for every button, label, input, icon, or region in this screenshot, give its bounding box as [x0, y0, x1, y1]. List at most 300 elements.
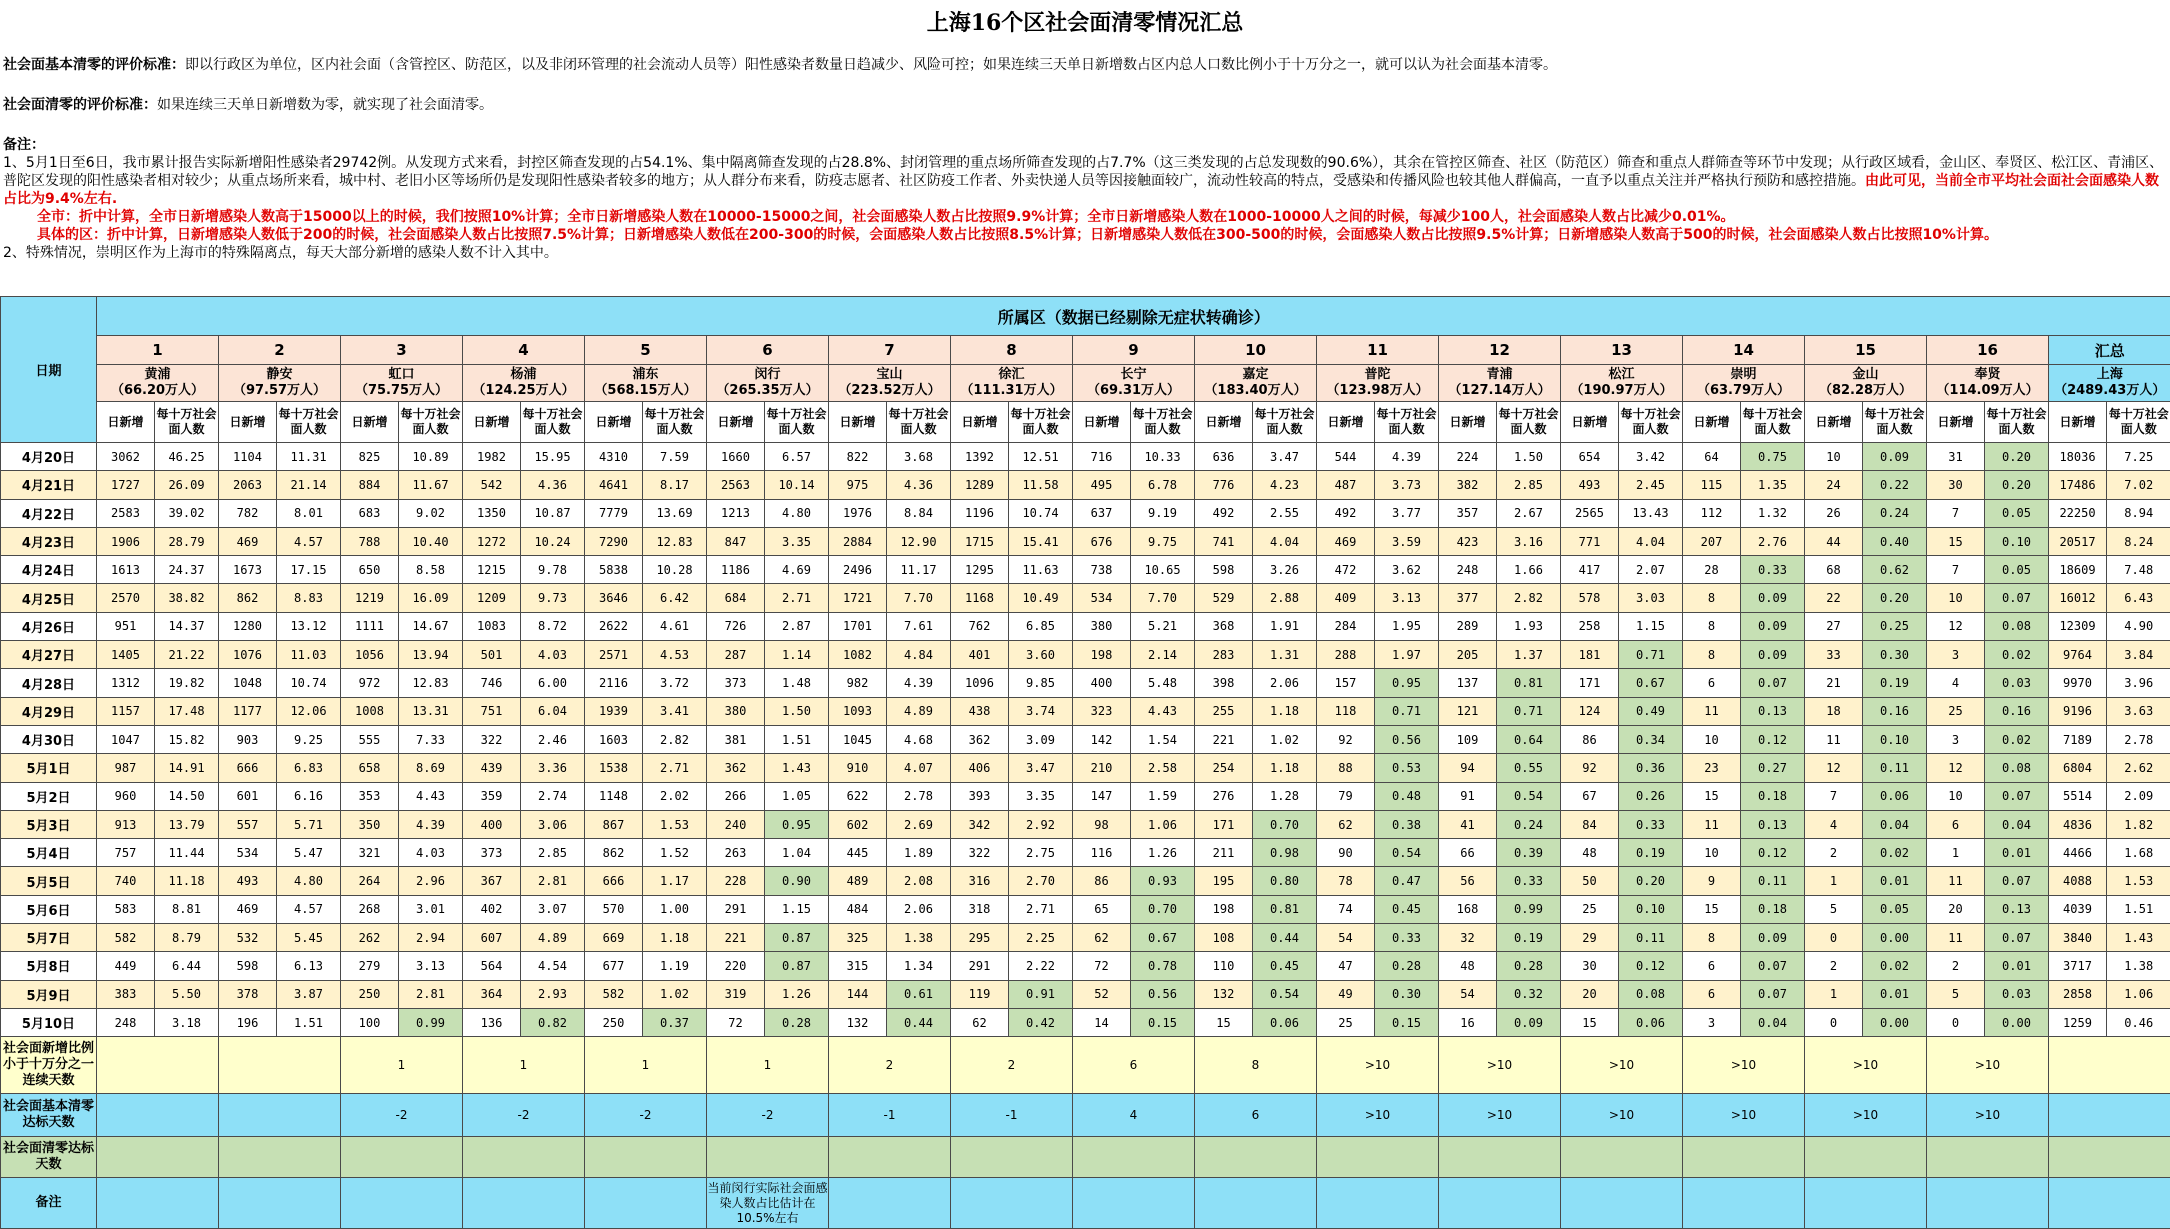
cell-rate: 0.56 [1375, 725, 1439, 753]
cell-rate: 0.70 [1253, 810, 1317, 838]
summary-value [1805, 1137, 1927, 1178]
cell-new: 5514 [2049, 782, 2107, 810]
cell-new: 862 [219, 584, 277, 612]
cell-new: 54 [1317, 924, 1375, 952]
district-population: （66.20万人） [97, 383, 218, 399]
cell-rate: 0.47 [1375, 867, 1439, 895]
cell-rate: 0.04 [1985, 810, 2049, 838]
cell-new: 132 [829, 1008, 887, 1036]
cell-rate: 2.71 [1009, 895, 1073, 923]
row-date: 4月24日 [1, 556, 97, 584]
cell-new: 3062 [97, 443, 155, 471]
cell-rate: 3.13 [1375, 584, 1439, 612]
cell-new: 2583 [97, 499, 155, 527]
cell-rate: 1.51 [277, 1008, 341, 1036]
table-row [1, 471, 2170, 499]
summary-value: >10 [1561, 1037, 1683, 1094]
cell-rate: 4.39 [399, 810, 463, 838]
cell-rate: 0.45 [1253, 952, 1317, 980]
cell-rate: 1.05 [765, 782, 829, 810]
cell-new: 6 [1683, 980, 1741, 1008]
summary-value [829, 1137, 951, 1178]
cell-rate: 8.72 [521, 612, 585, 640]
cell-new: 1660 [707, 443, 765, 471]
cell-new: 1186 [707, 556, 765, 584]
cell-new: 221 [1195, 725, 1253, 753]
summary-value [829, 1178, 951, 1229]
cell-rate: 1.15 [765, 895, 829, 923]
cell-new: 211 [1195, 839, 1253, 867]
cell-rate: 12.90 [887, 527, 951, 555]
cell-new: 913 [97, 810, 155, 838]
cell-rate: 0.32 [1497, 980, 1561, 1008]
cell-new: 29 [1561, 924, 1619, 952]
summary-value [1683, 1137, 1805, 1178]
cell-new: 240 [707, 810, 765, 838]
cell-new: 2116 [585, 669, 643, 697]
cell-rate: 12.83 [643, 527, 707, 555]
cell-new: 751 [463, 697, 521, 725]
cell-new: 1673 [219, 556, 277, 584]
district-population: （97.57万人） [219, 383, 340, 399]
cell-new: 92 [1561, 754, 1619, 782]
summary-value: >10 [1805, 1094, 1927, 1137]
cell-new: 288 [1317, 641, 1375, 669]
cell-rate: 3.41 [643, 697, 707, 725]
cell-rate: 38.82 [155, 584, 219, 612]
cell-new: 25 [1317, 1008, 1375, 1036]
cell-new: 12 [1927, 754, 1985, 782]
cell-rate: 1.38 [887, 924, 951, 952]
cell-rate: 0.45 [1375, 895, 1439, 923]
cell-rate: 3.35 [1009, 782, 1073, 810]
cell-rate: 0.95 [1375, 669, 1439, 697]
cell-new: 23 [1683, 754, 1741, 782]
cell-rate: 1.38 [2107, 952, 2170, 980]
cell-rate: 5.47 [277, 839, 341, 867]
cell-new: 650 [341, 556, 399, 584]
cell-rate: 11.18 [155, 867, 219, 895]
cell-rate: 3.13 [399, 952, 463, 980]
cell-rate: 0.04 [1741, 1008, 1805, 1036]
cell-rate: 0.02 [1985, 641, 2049, 669]
summary-value [1683, 1178, 1805, 1229]
cell-rate: 0.64 [1497, 725, 1561, 753]
district-population: （223.52万人） [829, 383, 950, 399]
district-number: 15 [1805, 336, 1927, 365]
cell-new: 381 [707, 725, 765, 753]
cell-rate: 1.51 [765, 725, 829, 753]
cell-rate: 8.83 [277, 584, 341, 612]
table-row [1, 499, 2170, 527]
summary-row [1, 1094, 2170, 1137]
cell-new: 782 [219, 499, 277, 527]
cell-new: 1350 [463, 499, 521, 527]
cell-rate: 3.35 [765, 527, 829, 555]
cell-rate: 0.67 [1619, 669, 1683, 697]
col-header-rate: 每十万社会面人数 [521, 402, 585, 443]
cell-new: 250 [341, 980, 399, 1008]
cell-rate: 3.96 [2107, 669, 2170, 697]
cell-rate: 1.50 [765, 697, 829, 725]
col-header-new: 日新增 [829, 402, 887, 443]
cell-rate: 2.06 [1253, 669, 1317, 697]
cell-rate: 10.74 [277, 669, 341, 697]
cell-new: 205 [1439, 641, 1497, 669]
cell-rate: 1.37 [1497, 641, 1561, 669]
cell-rate: 0.54 [1497, 782, 1561, 810]
summary-value: >10 [1927, 1094, 2049, 1137]
cell-rate: 0.00 [1863, 1008, 1927, 1036]
cell-rate: 8.17 [643, 471, 707, 499]
table-row [1, 725, 2170, 753]
cell-rate: 2.62 [2107, 754, 2170, 782]
cell-rate: 0.46 [2107, 1008, 2170, 1036]
cell-new: 21 [1805, 669, 1863, 697]
cell-rate: 3.09 [1009, 725, 1073, 753]
table-row [1, 782, 2170, 810]
cell-new: 10 [1927, 584, 1985, 612]
cell-new: 295 [951, 924, 1009, 952]
cell-new: 529 [1195, 584, 1253, 612]
cell-new: 207 [1683, 527, 1741, 555]
row-date: 4月25日 [1, 584, 97, 612]
district-population: （183.40万人） [1195, 383, 1316, 399]
cell-rate: 1.02 [1253, 725, 1317, 753]
cell-rate: 9.75 [1131, 527, 1195, 555]
district-population: （123.98万人） [1317, 383, 1438, 399]
cell-new: 6 [1927, 810, 1985, 838]
cell-rate: 0.12 [1741, 839, 1805, 867]
cell-rate: 0.54 [1375, 839, 1439, 867]
summary-value [1927, 1178, 2049, 1229]
cell-rate: 3.84 [2107, 641, 2170, 669]
summary-value: -1 [951, 1094, 1073, 1137]
cell-rate: 4.39 [1375, 443, 1439, 471]
cell-rate: 3.36 [521, 754, 585, 782]
summary-value [219, 1137, 341, 1178]
summary-label: 备注 [1, 1178, 97, 1229]
cell-new: 676 [1073, 527, 1131, 555]
cell-new: 283 [1195, 641, 1253, 669]
cell-rate: 8.69 [399, 754, 463, 782]
district-number: 11 [1317, 336, 1439, 365]
summary-value: >10 [1561, 1094, 1683, 1137]
cell-new: 50 [1561, 867, 1619, 895]
cell-rate: 1.59 [1131, 782, 1195, 810]
cell-rate: 10.24 [521, 527, 585, 555]
cell-rate: 0.70 [1131, 895, 1195, 923]
cell-rate: 2.14 [1131, 641, 1195, 669]
cell-new: 1104 [219, 443, 277, 471]
cell-rate: 6.78 [1131, 471, 1195, 499]
cell-rate: 0.54 [1253, 980, 1317, 1008]
cell-new: 11 [1927, 924, 1985, 952]
cell-new: 67 [1561, 782, 1619, 810]
col-header-rate: 每十万社会面人数 [765, 402, 829, 443]
cell-new: 417 [1561, 556, 1619, 584]
cell-new: 2496 [829, 556, 887, 584]
cell-new: 583 [97, 895, 155, 923]
cell-rate: 0.13 [1741, 697, 1805, 725]
cell-rate: 0.03 [1985, 669, 2049, 697]
cell-rate: 8.81 [155, 895, 219, 923]
cell-rate: 11.44 [155, 839, 219, 867]
table-row [1, 641, 2170, 669]
cell-rate: 8.24 [2107, 527, 2170, 555]
cell-rate: 7.59 [643, 443, 707, 471]
district-population: （114.09万人） [1927, 383, 2048, 399]
cell-new: 10 [1805, 443, 1863, 471]
cell-new: 1111 [341, 612, 399, 640]
cell-new: 321 [341, 839, 399, 867]
cell-rate: 1.43 [2107, 924, 2170, 952]
cell-new: 1259 [2049, 1008, 2107, 1036]
cell-rate: 1.32 [1741, 499, 1805, 527]
table-row [1, 867, 2170, 895]
col-header-rate: 每十万社会面人数 [887, 402, 951, 443]
summary-value [1317, 1178, 1439, 1229]
col-header-new: 日新增 [341, 402, 399, 443]
cell-rate: 3.60 [1009, 641, 1073, 669]
cell-new: 284 [1317, 612, 1375, 640]
cell-new: 118 [1317, 697, 1375, 725]
cell-new: 41 [1439, 810, 1497, 838]
summary-label: 社会面新增比例小于十万分之一连续天数 [1, 1037, 97, 1094]
cell-new: 825 [341, 443, 399, 471]
cell-new: 3 [1927, 725, 1985, 753]
summary-value [951, 1178, 1073, 1229]
cell-new: 7290 [585, 527, 643, 555]
cell-rate: 0.28 [1375, 952, 1439, 980]
col-header-new: 日新增 [707, 402, 765, 443]
cell-rate: 1.53 [643, 810, 707, 838]
summary-label: 社会面清零达标天数 [1, 1137, 97, 1178]
cell-new: 136 [463, 1008, 521, 1036]
district-number: 2 [219, 336, 341, 365]
cell-rate: 1.35 [1741, 471, 1805, 499]
cell-new: 22 [1805, 584, 1863, 612]
remark-2: 2、特殊情况，崇明区作为上海市的特殊隔离点，每天大部分新增的感染人数不计入其中。 [3, 244, 2167, 262]
basic-criteria-label: 社会面基本清零的评价标准： [3, 57, 185, 73]
cell-new: 1613 [97, 556, 155, 584]
cell-rate: 4.89 [887, 697, 951, 725]
cell-rate: 13.43 [1619, 499, 1683, 527]
cell-new: 49 [1317, 980, 1375, 1008]
cell-rate: 0.87 [765, 924, 829, 952]
cell-new: 8 [1683, 641, 1741, 669]
cell-new: 264 [341, 867, 399, 895]
cell-rate: 0.10 [1863, 725, 1927, 753]
cell-rate: 1.66 [1497, 556, 1561, 584]
cell-rate: 0.44 [887, 1008, 951, 1036]
cell-rate: 6.83 [277, 754, 341, 782]
cell-new: 409 [1317, 584, 1375, 612]
cell-rate: 11.63 [1009, 556, 1073, 584]
cell-new: 68 [1805, 556, 1863, 584]
cell-new: 771 [1561, 527, 1619, 555]
cell-new: 319 [707, 980, 765, 1008]
cell-new: 776 [1195, 471, 1253, 499]
cell-rate: 2.85 [1497, 471, 1561, 499]
cell-new: 144 [829, 980, 887, 1008]
cell-new: 738 [1073, 556, 1131, 584]
zero-criteria-text: 如果连续三天单日新增数为零，就实现了社会面清零。 [157, 97, 493, 113]
cell-new: 248 [1439, 556, 1497, 584]
cell-rate: 1.53 [2107, 867, 2170, 895]
row-date: 4月21日 [1, 471, 97, 499]
cell-new: 439 [463, 754, 521, 782]
summary-value [341, 1178, 463, 1229]
cell-rate: 1.17 [643, 867, 707, 895]
cell-rate: 1.91 [1253, 612, 1317, 640]
cell-new: 601 [219, 782, 277, 810]
cell-new: 79 [1317, 782, 1375, 810]
summary-row [1, 1178, 2170, 1229]
summary-value [97, 1037, 219, 1094]
cell-rate: 0.81 [1253, 895, 1317, 923]
cell-rate: 4.90 [2107, 612, 2170, 640]
cell-new: 248 [97, 1008, 155, 1036]
cell-new: 250 [585, 1008, 643, 1036]
cell-rate: 0.11 [1619, 924, 1683, 952]
cell-new: 171 [1561, 669, 1619, 697]
cell-rate: 3.01 [399, 895, 463, 923]
cell-new: 16012 [2049, 584, 2107, 612]
cell-rate: 2.55 [1253, 499, 1317, 527]
cell-rate: 1.15 [1619, 612, 1683, 640]
cell-new: 171 [1195, 810, 1253, 838]
district-name-cell [951, 365, 1073, 402]
cell-rate: 11.67 [399, 471, 463, 499]
cell-new: 1715 [951, 527, 1009, 555]
cell-new: 1976 [829, 499, 887, 527]
cell-rate: 0.71 [1497, 697, 1561, 725]
summary-value [1805, 1178, 1927, 1229]
table-row [1, 952, 2170, 980]
cell-rate: 3.42 [1619, 443, 1683, 471]
row-date: 4月27日 [1, 641, 97, 669]
district-name: 长宁 [1073, 367, 1194, 383]
cell-new: 669 [585, 924, 643, 952]
summary-value: 当前闵行实际社会面感染人数占比估计在10.5%左右 [707, 1178, 829, 1229]
cell-new: 20 [1561, 980, 1619, 1008]
cell-new: 84 [1561, 810, 1619, 838]
cell-new: 557 [219, 810, 277, 838]
cell-rate: 0.07 [1741, 980, 1805, 1008]
cell-rate: 2.09 [2107, 782, 2170, 810]
district-name: 嘉定 [1195, 367, 1316, 383]
summary-value: 8 [1195, 1037, 1317, 1094]
cell-new: 8 [1683, 612, 1741, 640]
cell-new: 12 [1805, 754, 1863, 782]
cell-rate: 4.04 [1619, 527, 1683, 555]
cell-rate: 15.95 [521, 443, 585, 471]
cell-rate: 0.80 [1253, 867, 1317, 895]
cell-new: 975 [829, 471, 887, 499]
district-name-cell [707, 365, 829, 402]
cell-rate: 0.07 [1741, 952, 1805, 980]
cell-rate: 14.67 [399, 612, 463, 640]
cell-rate: 2.45 [1619, 471, 1683, 499]
summary-value [707, 1137, 829, 1178]
cell-rate: 46.25 [155, 443, 219, 471]
district-name: 崇明 [1683, 367, 1804, 383]
cell-rate: 0.18 [1741, 895, 1805, 923]
remarks-heading: 备注： [3, 136, 2167, 154]
district-name-cell [1561, 365, 1683, 402]
cell-new: 380 [1073, 612, 1131, 640]
cell-rate: 0.03 [1985, 980, 2049, 1008]
cell-rate: 0.01 [1985, 952, 2049, 980]
cell-new: 350 [341, 810, 399, 838]
cell-new: 228 [707, 867, 765, 895]
cell-rate: 0.24 [1497, 810, 1561, 838]
summary-value: 2 [829, 1037, 951, 1094]
cell-new: 47 [1317, 952, 1375, 980]
col-header-rate: 每十万社会面人数 [155, 402, 219, 443]
cell-rate: 1.06 [1131, 810, 1195, 838]
cell-rate: 0.91 [1009, 980, 1073, 1008]
cell-new: 3 [1683, 1008, 1741, 1036]
cell-new: 224 [1439, 443, 1497, 471]
cell-rate: 1.97 [1375, 641, 1439, 669]
cell-new: 493 [1561, 471, 1619, 499]
cell-new: 2563 [707, 471, 765, 499]
cell-rate: 1.51 [2107, 895, 2170, 923]
cell-new: 322 [463, 725, 521, 753]
cell-new: 598 [1195, 556, 1253, 584]
cell-new: 1 [1927, 839, 1985, 867]
cell-new: 1289 [951, 471, 1009, 499]
cell-rate: 0.07 [1985, 924, 2049, 952]
cell-rate: 5.50 [155, 980, 219, 1008]
cell-rate: 3.03 [1619, 584, 1683, 612]
cell-rate: 10.14 [765, 471, 829, 499]
cell-rate: 4.89 [521, 924, 585, 952]
cell-new: 10 [1927, 782, 1985, 810]
cell-new: 31 [1927, 443, 1985, 471]
cell-new: 762 [951, 612, 1009, 640]
cell-rate: 1.26 [765, 980, 829, 1008]
cell-rate: 0.75 [1741, 443, 1805, 471]
cell-new: 318 [951, 895, 1009, 923]
cell-new: 0 [1805, 924, 1863, 952]
cell-rate: 28.79 [155, 527, 219, 555]
cell-new: 115 [1683, 471, 1741, 499]
cell-rate: 0.33 [1375, 924, 1439, 952]
remark-city: 全市：折中计算，全市日新增感染人数高于15000以上的时候，我们按照10%计算；全市日新增感染人数在10000-15000之间，社会面感染人数占比按照9.9%计算；全市日新增感染人数在1000-10000人之间的时候，每减少100人，社会面感染人数占比减少0.01%。 [3, 208, 2167, 226]
cell-rate: 2.67 [1497, 499, 1561, 527]
district-population: （127.14万人） [1439, 383, 1560, 399]
date-header: 日期 [1, 297, 97, 443]
cell-new: 654 [1561, 443, 1619, 471]
row-date: 4月29日 [1, 697, 97, 725]
cell-new: 684 [707, 584, 765, 612]
cell-rate: 4.57 [277, 527, 341, 555]
cell-rate: 2.81 [521, 867, 585, 895]
table-row [1, 556, 2170, 584]
cell-rate: 0.09 [1497, 1008, 1561, 1036]
col-header-new: 日新增 [1561, 402, 1619, 443]
table-row [1, 584, 2170, 612]
cell-rate: 0.38 [1375, 810, 1439, 838]
cell-new: 542 [463, 471, 521, 499]
district-population: （82.28万人） [1805, 383, 1926, 399]
cell-rate: 0.02 [1985, 725, 2049, 753]
summary-value [2049, 1094, 2170, 1137]
cell-rate: 1.26 [1131, 839, 1195, 867]
